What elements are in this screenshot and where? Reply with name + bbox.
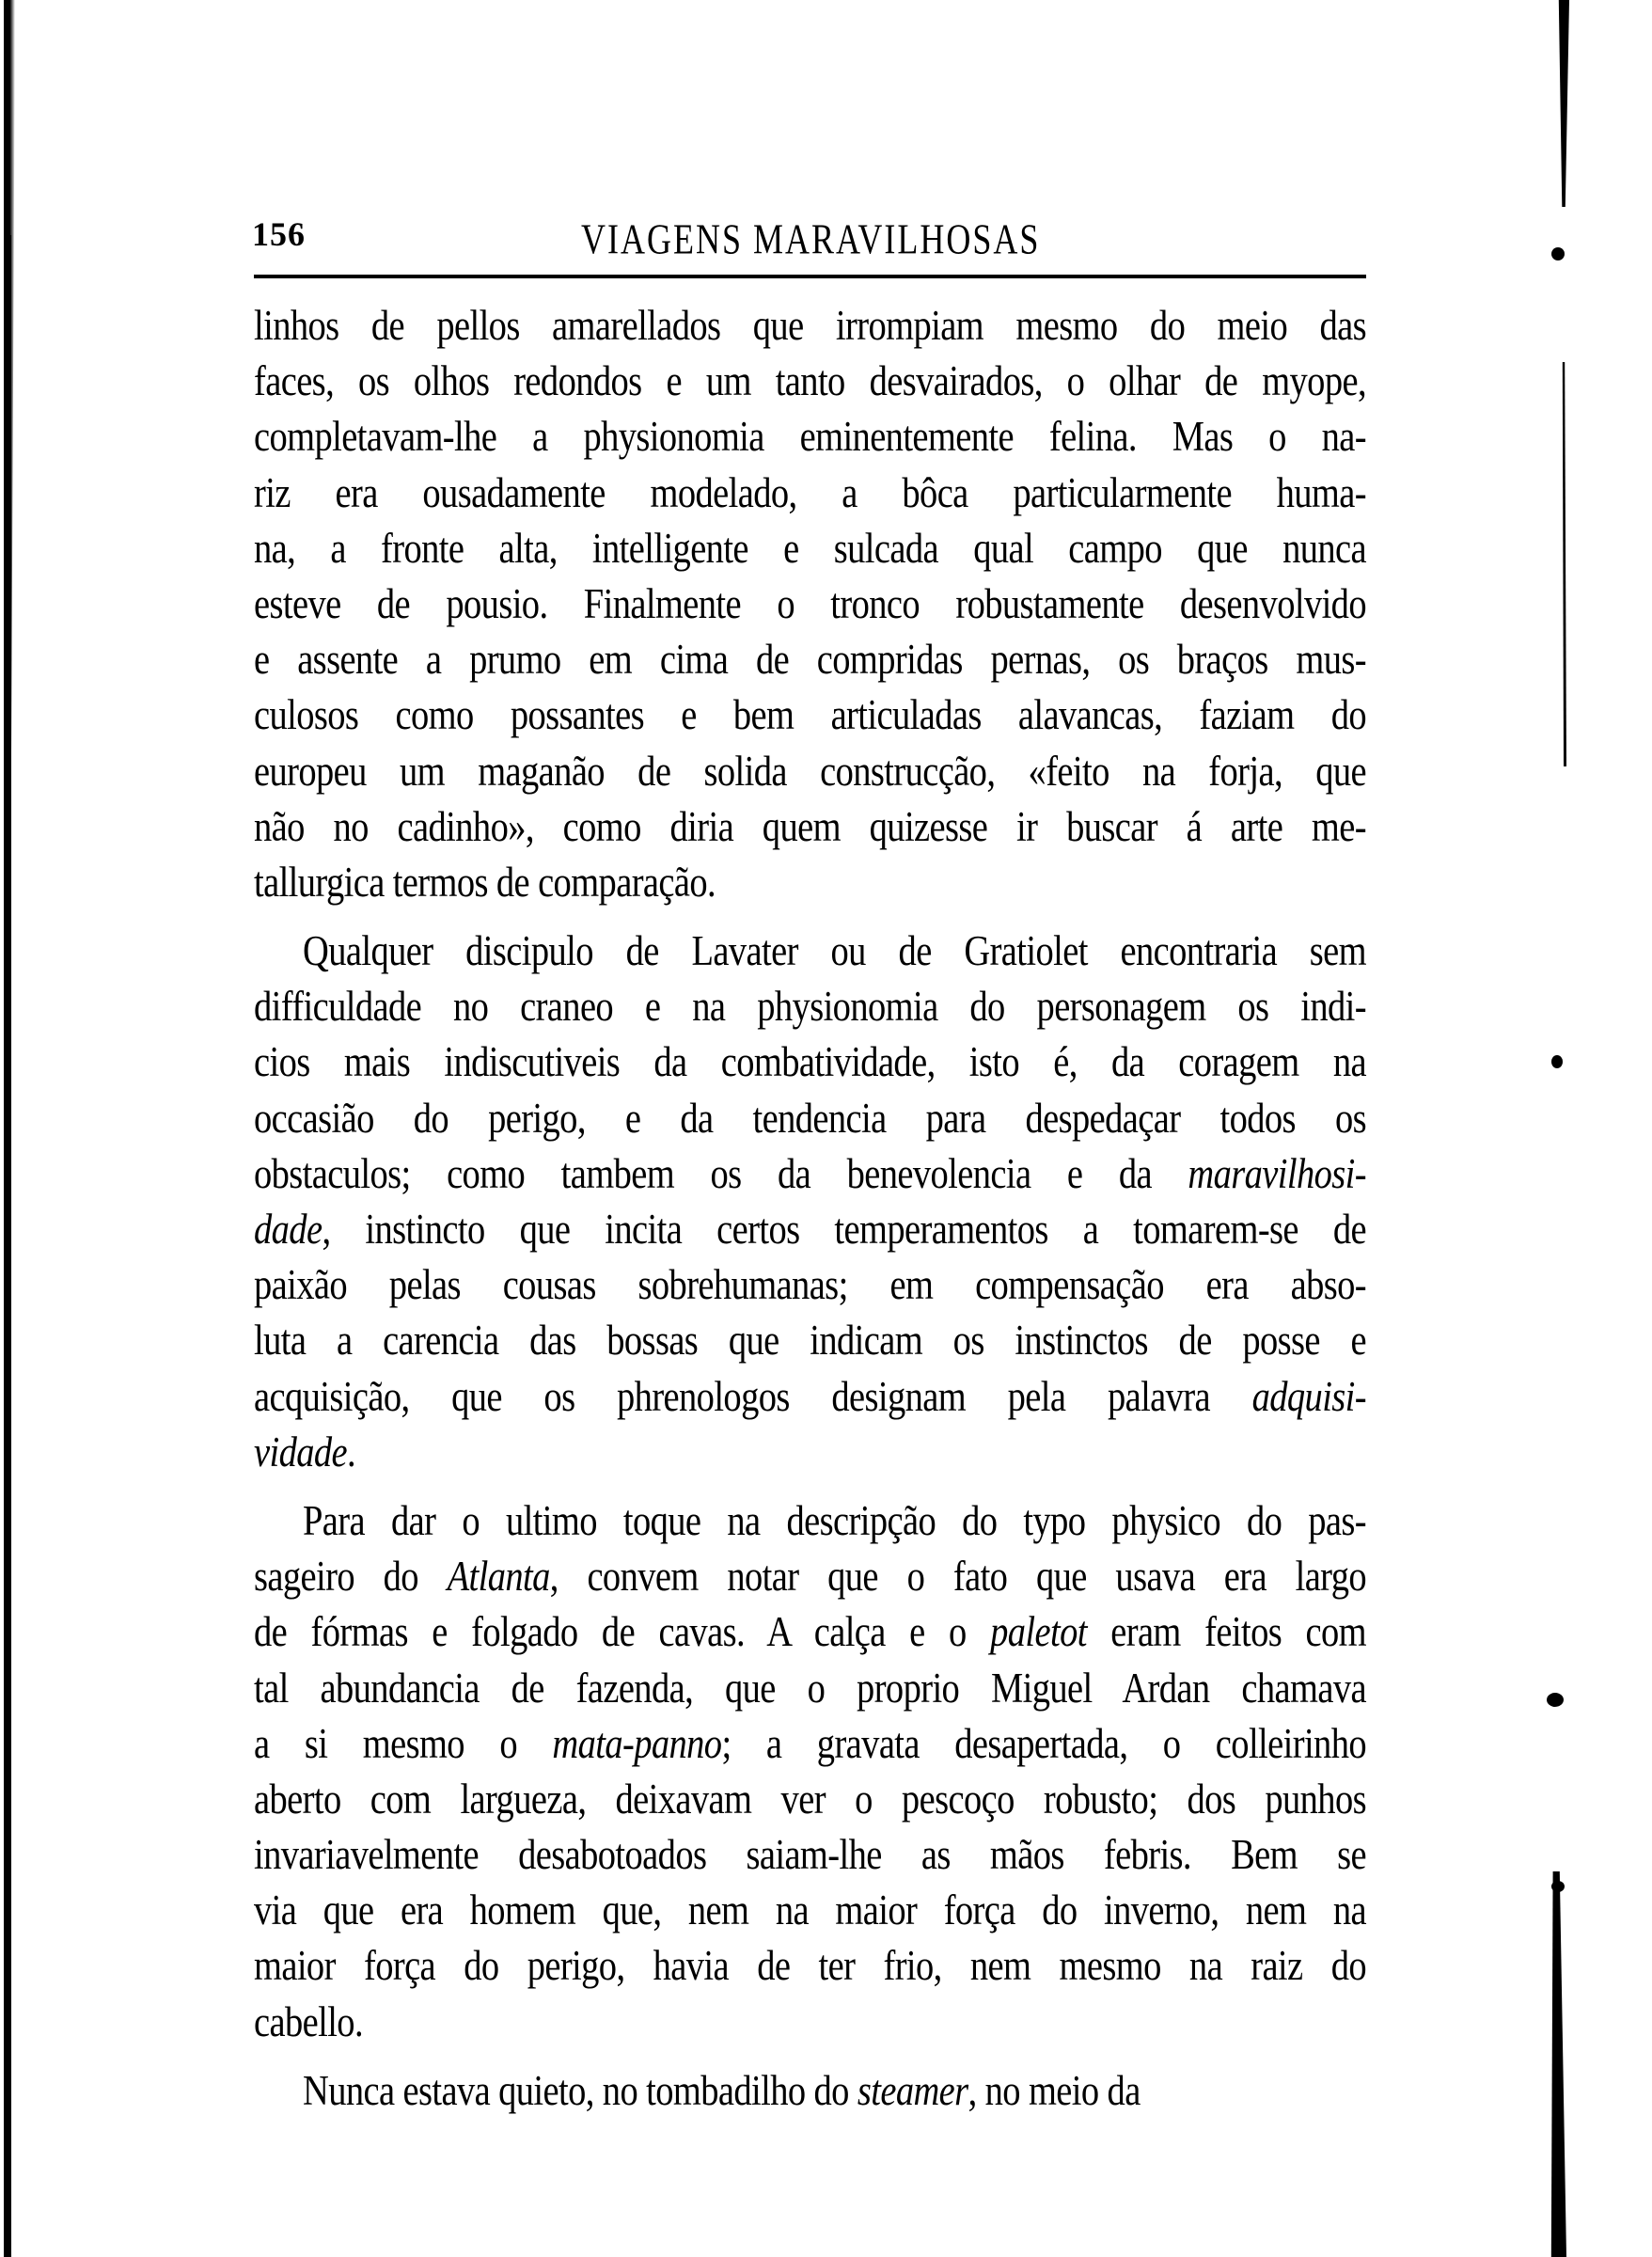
text-line: occasião do perigo, e da tendencia para despedaçar todos os — [254, 1095, 1366, 1143]
text-line: culosos como possantes e bem articuladas alavancas, faziam do — [254, 692, 1366, 739]
text-line: difficuldade no craneo e na physionomia do personagem os indi- — [254, 984, 1366, 1031]
text-line: esteve de pousio. Finalmente o tronco robustamente desenvolvido — [254, 581, 1366, 628]
running-header — [252, 214, 1366, 261]
paragraph — [254, 1494, 1366, 2051]
text-line: Para dar o ultimo toque na descripção do typo physico do pas- — [303, 1498, 1366, 1545]
ink-blot — [1551, 247, 1565, 260]
paragraph — [254, 2064, 1366, 2120]
text-line: maior força do perigo, havia de ter frio, nem mesmo na raiz do — [254, 1943, 1366, 1991]
text-run: sageiro do — [254, 1554, 448, 1601]
text-run: Nunca estava quieto, no tombadilho do — [303, 2067, 857, 2115]
ink-blot — [1551, 1055, 1563, 1068]
text-line: tallurgica termos de comparação. — [254, 859, 716, 907]
text-line: na, a fronte alta, intelligente e sulcada qual campo que nunca — [254, 525, 1366, 573]
text-line: faces, os olhos redondos e um tanto desvairados, o olhar de myope, — [254, 358, 1366, 405]
text-run: , instincto que incita certos temperamentos a tomarem-se de — [322, 1207, 1366, 1254]
text-line: aberto com largueza, deixavam ver o pescoço robusto; dos punhos — [254, 1776, 1366, 1823]
scan-edge-left-line — [9, 235, 11, 2257]
ink-blot — [1547, 1693, 1564, 1707]
paragraph — [254, 924, 1366, 1481]
italic-term: adquisi- — [1251, 1373, 1366, 1421]
text-run: . — [347, 1428, 356, 1476]
text-line: não no cadinho», como diria quem quizesse ir buscar á arte me- — [254, 803, 1366, 851]
text-line: Qualquer discipulo de Lavater ou de Gratiolet encontraria sem — [303, 928, 1366, 975]
text-line: paixão pelas cousas sobrehumanas; em compensação era abso- — [254, 1262, 1366, 1309]
scan-edge-right-bottom — [1550, 1871, 1566, 2257]
paragraph — [254, 299, 1366, 911]
text-run: acquisição, que os phrenologos designam pela palavra — [254, 1373, 1252, 1421]
header-rule — [254, 275, 1366, 278]
scan-edge-right-mid — [1561, 362, 1566, 766]
text-run: a si mesmo o — [254, 1720, 553, 1768]
text-run: eram feitos com — [1086, 1609, 1366, 1656]
text-line: linhos de pellos amarellados que irrompiam mesmo do meio das — [254, 303, 1366, 350]
text-line: riz era ousadamente modelado, a bôca particularmente huma- — [254, 469, 1366, 517]
italic-term: Atlanta — [447, 1554, 550, 1601]
text-line — [254, 1420, 1366, 1486]
text-run: , no meio da — [968, 2067, 1141, 2115]
italic-term: maravilhosi- — [1188, 1150, 1366, 1198]
text-run: ; a gravata desapertada, o colleirinho — [721, 1720, 1366, 1768]
body-text — [254, 299, 1366, 2120]
text-line: cabello. — [254, 1998, 363, 2046]
text-line: tal abundancia de fazenda, que o proprio Miguel Ardan chamava — [254, 1665, 1366, 1712]
text-line: europeu um maganão de solida construcção, «feito na forja, que — [254, 748, 1366, 796]
running-title: VIAGENS MARAVILHOSAS — [581, 215, 1041, 263]
text-line: luta a carencia das bossas que indicam os instinctos de posse e — [254, 1318, 1366, 1365]
text-line: via que era homem que, nem na maior força do inverno, nem na — [254, 1887, 1366, 1934]
italic-term: paletot — [990, 1609, 1087, 1656]
text-run: , convem notar que o fato que usava era largo — [549, 1554, 1367, 1601]
italic-term: mata-panno — [552, 1720, 722, 1768]
ink-blot — [1551, 1881, 1565, 1892]
italic-term: vidade — [254, 1428, 348, 1476]
text-line — [254, 2059, 1366, 2124]
italic-term: steamer — [857, 2067, 968, 2115]
text-line: e assente a prumo em cima de compridas pernas, os braços mus- — [254, 637, 1366, 684]
text-line: cios mais indiscutiveis da combatividade, isto é, da coragem na — [254, 1039, 1366, 1087]
italic-term: dade — [254, 1207, 323, 1254]
text-run: obstaculos; como tambem os da benevolencia e da — [254, 1150, 1188, 1198]
scan-edge-right-top — [1556, 0, 1569, 207]
text-run: de fórmas e folgado de cavas. A calça e o — [254, 1609, 991, 1656]
text-line: completavam-lhe a physionomia eminentemente felina. Mas o na- — [254, 414, 1366, 462]
page-number: 156 — [252, 215, 306, 253]
text-line: invariavelmente desabotoados saiam-lhe as mãos febris. Bem se — [254, 1832, 1366, 1879]
